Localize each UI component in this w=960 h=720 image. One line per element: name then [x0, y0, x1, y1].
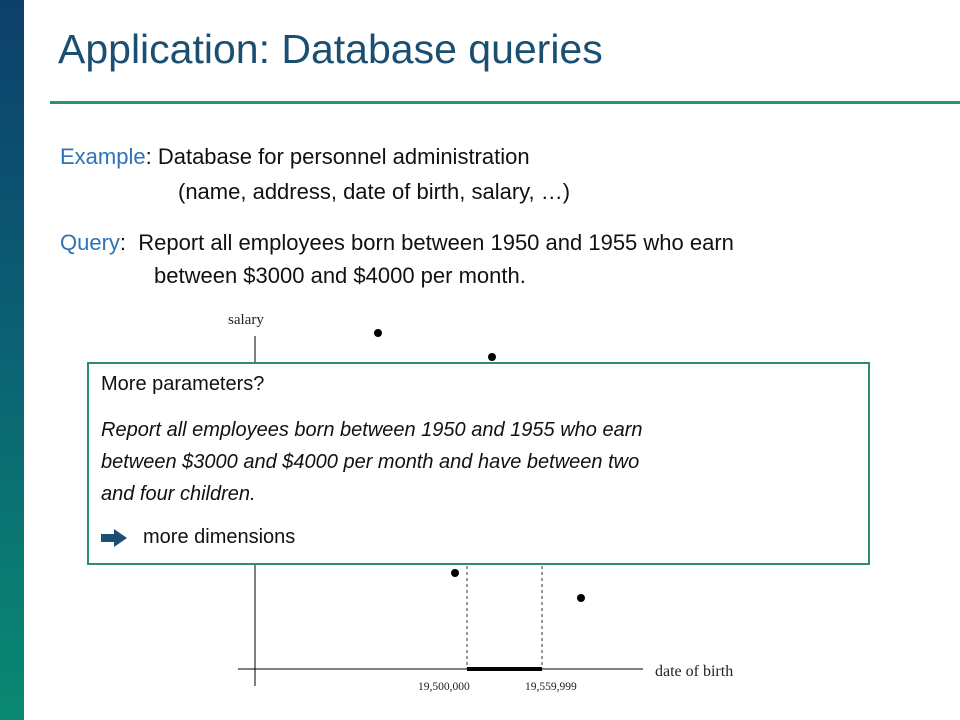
- data-point: [374, 329, 382, 337]
- data-point: [488, 353, 496, 361]
- x-tick-label-end: 19,559,999: [525, 681, 577, 693]
- example-label: Example: [60, 144, 146, 169]
- callout-conclusion: [101, 526, 856, 549]
- query-label: Query: [60, 230, 120, 255]
- right-arrow-icon: [101, 529, 127, 547]
- query-colon: :: [119, 230, 139, 255]
- query-line-2: between $3000 and $4000 per month.: [154, 263, 526, 288]
- example-colon: :: [145, 144, 158, 169]
- y-axis-label: salary: [228, 312, 264, 328]
- slide-title: Application: Database queries: [58, 26, 603, 72]
- data-point: [451, 569, 459, 577]
- query-text: Report all employees born between 1950 and 1955 who earn: [138, 230, 734, 255]
- x-axis-label: date of birth: [655, 663, 734, 680]
- callout-example-query: Report all employees born between 1950 and 1955 who earn between $3000 and $4000 per month and have between two and four children.: [101, 419, 643, 505]
- example-line-2: (name, address, date of birth, salary, …): [178, 179, 571, 204]
- x-tick-label-start: 19,500,000: [418, 681, 470, 693]
- callout-heading: More parameters?: [101, 373, 265, 395]
- conclusion-text: more dimensions: [143, 526, 296, 548]
- example-text: Database for personnel administration: [157, 144, 530, 169]
- data-point: [577, 594, 585, 602]
- more-parameters-callout: [87, 362, 870, 565]
